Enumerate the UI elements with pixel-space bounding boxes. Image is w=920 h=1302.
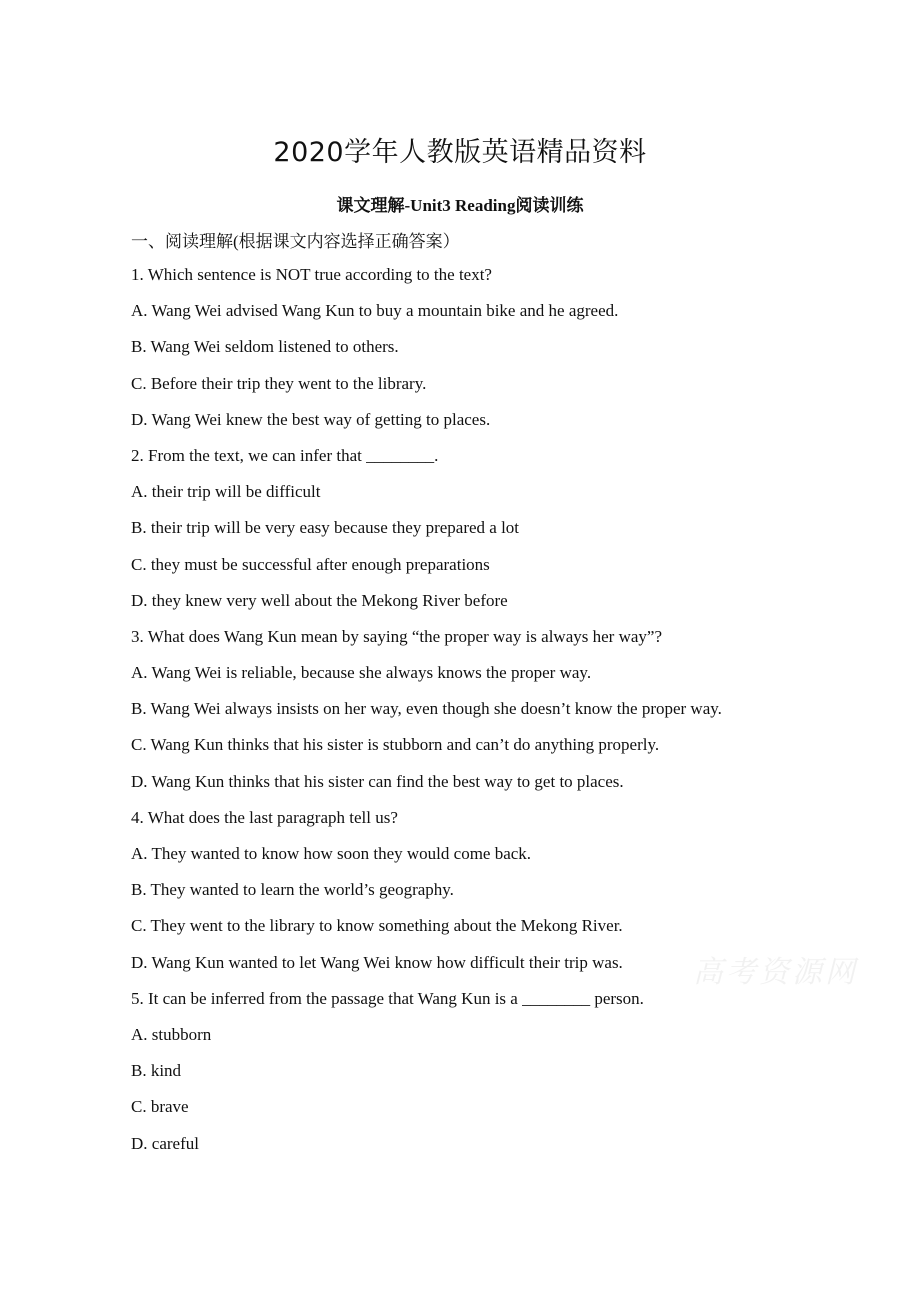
subtitle: 课文理解-Unit3 Reading阅读训练 bbox=[336, 196, 584, 215]
question-2: 2. From the text, we can infer that ________. bbox=[131, 445, 439, 465]
question-4: 4. What does the last paragraph tell us? bbox=[131, 807, 398, 827]
option-1a: A. Wang Wei advised Wang Kun to buy a mountain bike and he agreed. bbox=[131, 301, 619, 321]
option-3b: B. Wang Wei always insists on her way, even though she doesn’t know the proper way. bbox=[131, 699, 722, 719]
option-3a: A. Wang Wei is reliable, because she always knows the proper way. bbox=[131, 663, 592, 683]
option-1b: B. Wang Wei seldom listened to others. bbox=[131, 337, 399, 357]
option-1d: D. Wang Wei knew the best way of getting to places. bbox=[131, 409, 491, 429]
option-2a: A. their trip will be difficult bbox=[131, 482, 321, 502]
page-title: 2020学年人教版英语精品资料 bbox=[273, 137, 647, 168]
section-heading: 一、阅读理解(根据课文内容选择正确答案） bbox=[131, 232, 460, 251]
question-3: 3. What does Wang Kun mean by saying “the proper way is always her way”? bbox=[131, 626, 662, 646]
option-5d: D. careful bbox=[131, 1133, 199, 1153]
question-1: 1. Which sentence is NOT true according to the text? bbox=[131, 265, 492, 284]
watermark: 高考资源网 bbox=[693, 955, 858, 990]
option-5b: B. kind bbox=[131, 1061, 182, 1081]
option-4a: A. They wanted to know how soon they would come back. bbox=[131, 844, 532, 863]
option-1c: C. Before their trip they went to the library. bbox=[131, 373, 427, 393]
option-4c: C. They went to the library to know something about the Mekong River. bbox=[131, 916, 623, 936]
option-2b: B. their trip will be very easy because they prepared a lot bbox=[131, 518, 520, 538]
option-3d: D. Wang Kun thinks that his sister can find the best way to get to places. bbox=[131, 771, 624, 791]
option-5a: A. stubborn bbox=[131, 1024, 212, 1044]
option-4d: D. Wang Kun wanted to let Wang Wei know how difficult their trip was. bbox=[131, 952, 623, 972]
option-2d: D. they knew very well about the Mekong River before bbox=[131, 590, 508, 610]
option-3c: C. Wang Kun thinks that his sister is stubborn and can’t do anything properly. bbox=[131, 735, 660, 755]
option-5c: C. brave bbox=[131, 1097, 189, 1117]
option-2c: C. they must be successful after enough preparations bbox=[131, 554, 490, 574]
question-5: 5. It can be inferred from the passage that Wang Kun is a ________ person. bbox=[131, 988, 644, 1008]
option-4b: B. They wanted to learn the world’s geography. bbox=[131, 880, 454, 900]
question-list bbox=[131, 264, 851, 1169]
